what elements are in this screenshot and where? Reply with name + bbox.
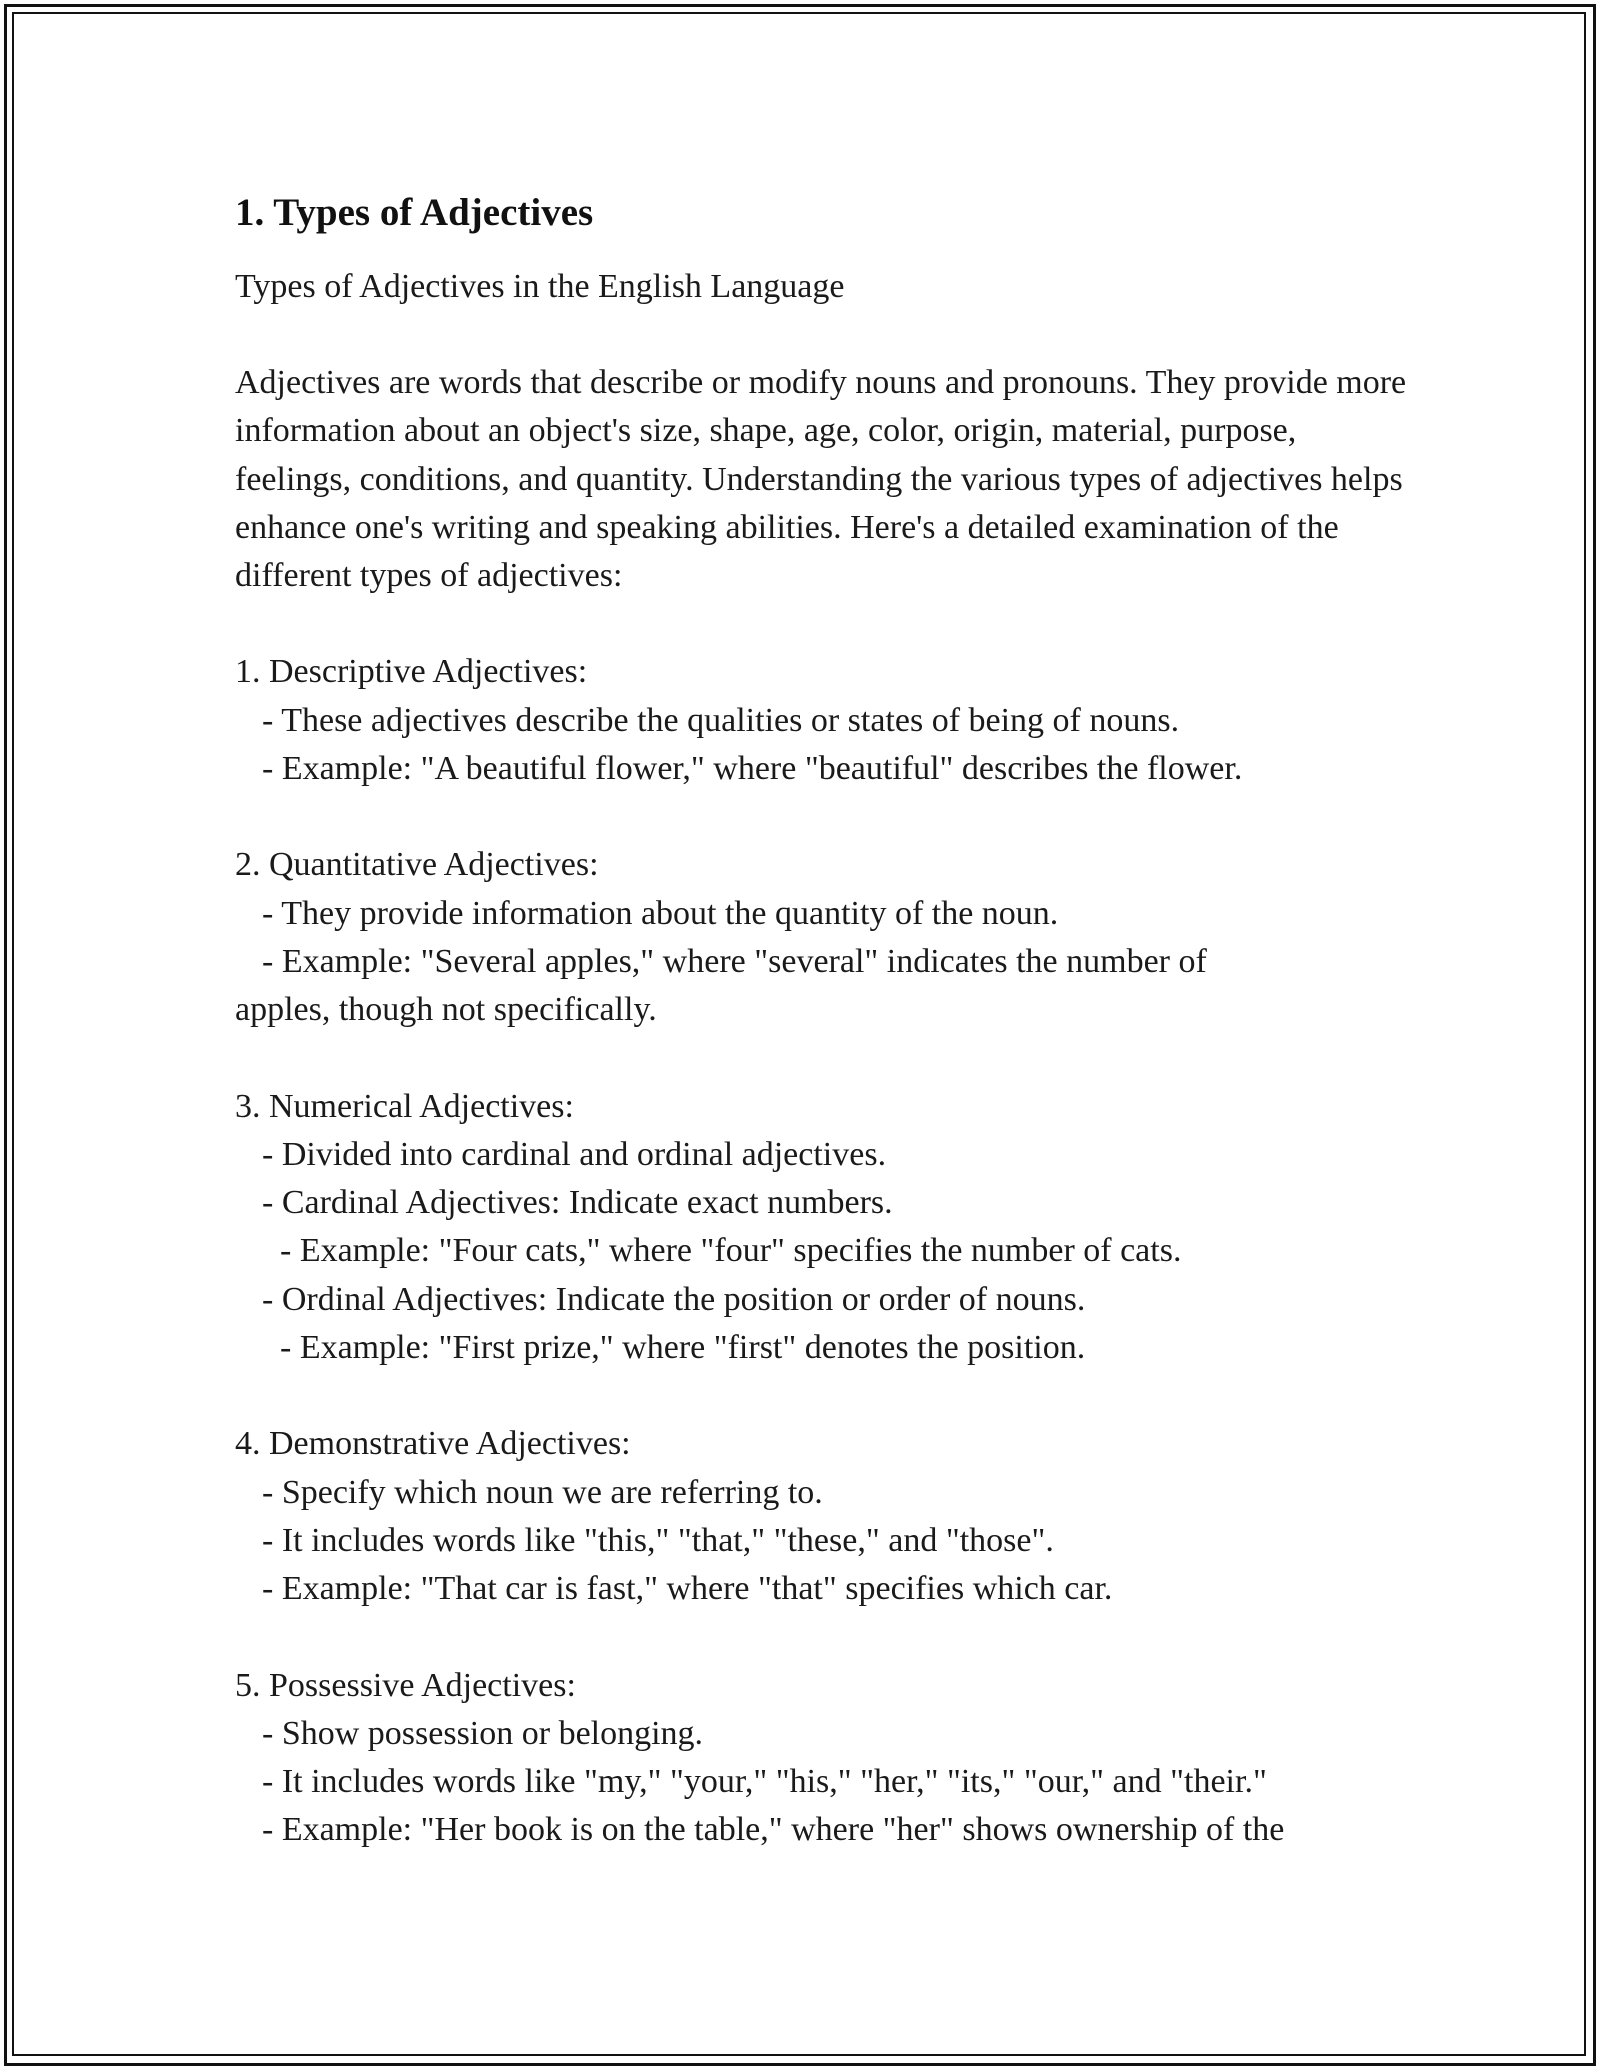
section-line: - Example: "Several apples," where "several" indicates the number of (262, 942, 1207, 980)
section-heading: 1. Descriptive Adjectives: (235, 653, 588, 691)
section-line: - It includes words like "this," "that," "these," and "those". (262, 1521, 1054, 1559)
section-line: - Show possession or belonging. (262, 1714, 704, 1752)
section-line: - Example: "A beautiful flower," where "beautiful" describes the flower. (262, 750, 1243, 788)
intro-paragraph: Adjectives are words that describe or modify nouns and pronouns. They provide more information about an object's size, shape, age, color, origin, material, purpose, feelings, conditions, and quantity. Understanding the various types of adjectives helps enhance one's writing and speaking abilities. Here's a detailed examination of the different types of adjectives: (235, 364, 1407, 595)
section-heading: 3. Numerical Adjectives: (235, 1087, 574, 1125)
section-quantitative (235, 841, 1415, 1034)
document-subtitle: Types of Adjectives in the English Language (235, 268, 845, 305)
section-line: - These adjectives describe the qualities or states of being of nouns. (262, 701, 1180, 739)
section-line: - Cardinal Adjectives: Indicate exact numbers. (262, 1184, 893, 1222)
section-descriptive (235, 648, 1415, 793)
section-line: - Example: "Her book is on the table," where "her" shows ownership of the (262, 1811, 1285, 1849)
section-line: - Example: "That car is fast," where "that" specifies which car. (262, 1570, 1113, 1608)
section-heading: 5. Possessive Adjectives: (235, 1666, 576, 1704)
section-line: - Divided into cardinal and ordinal adjectives. (262, 1135, 887, 1173)
document-title: 1. Types of Adjectives (235, 191, 594, 234)
section-possessive (235, 1662, 1415, 1855)
section-heading: 4. Demonstrative Adjectives: (235, 1425, 631, 1463)
section-line: - Specify which noun we are referring to. (262, 1473, 823, 1511)
section-numerical (235, 1083, 1415, 1373)
section-line: - They provide information about the quantity of the noun. (262, 894, 1059, 932)
section-subline: - Example: "First prize," where "first" denotes the position. (280, 1329, 1086, 1367)
section-demonstrative (235, 1420, 1415, 1613)
section-line-continuation: apples, though not specifically. (235, 991, 657, 1029)
section-subline: - Example: "Four cats," where "four" specifies the number of cats. (280, 1232, 1182, 1270)
section-line: - It includes words like "my," "your," "his," "her," "its," "our," and "their." (262, 1763, 1267, 1801)
document-body (235, 185, 1415, 1855)
section-heading: 2. Quantitative Adjectives: (235, 846, 599, 884)
section-line: - Ordinal Adjectives: Indicate the position or order of nouns. (262, 1280, 1086, 1318)
